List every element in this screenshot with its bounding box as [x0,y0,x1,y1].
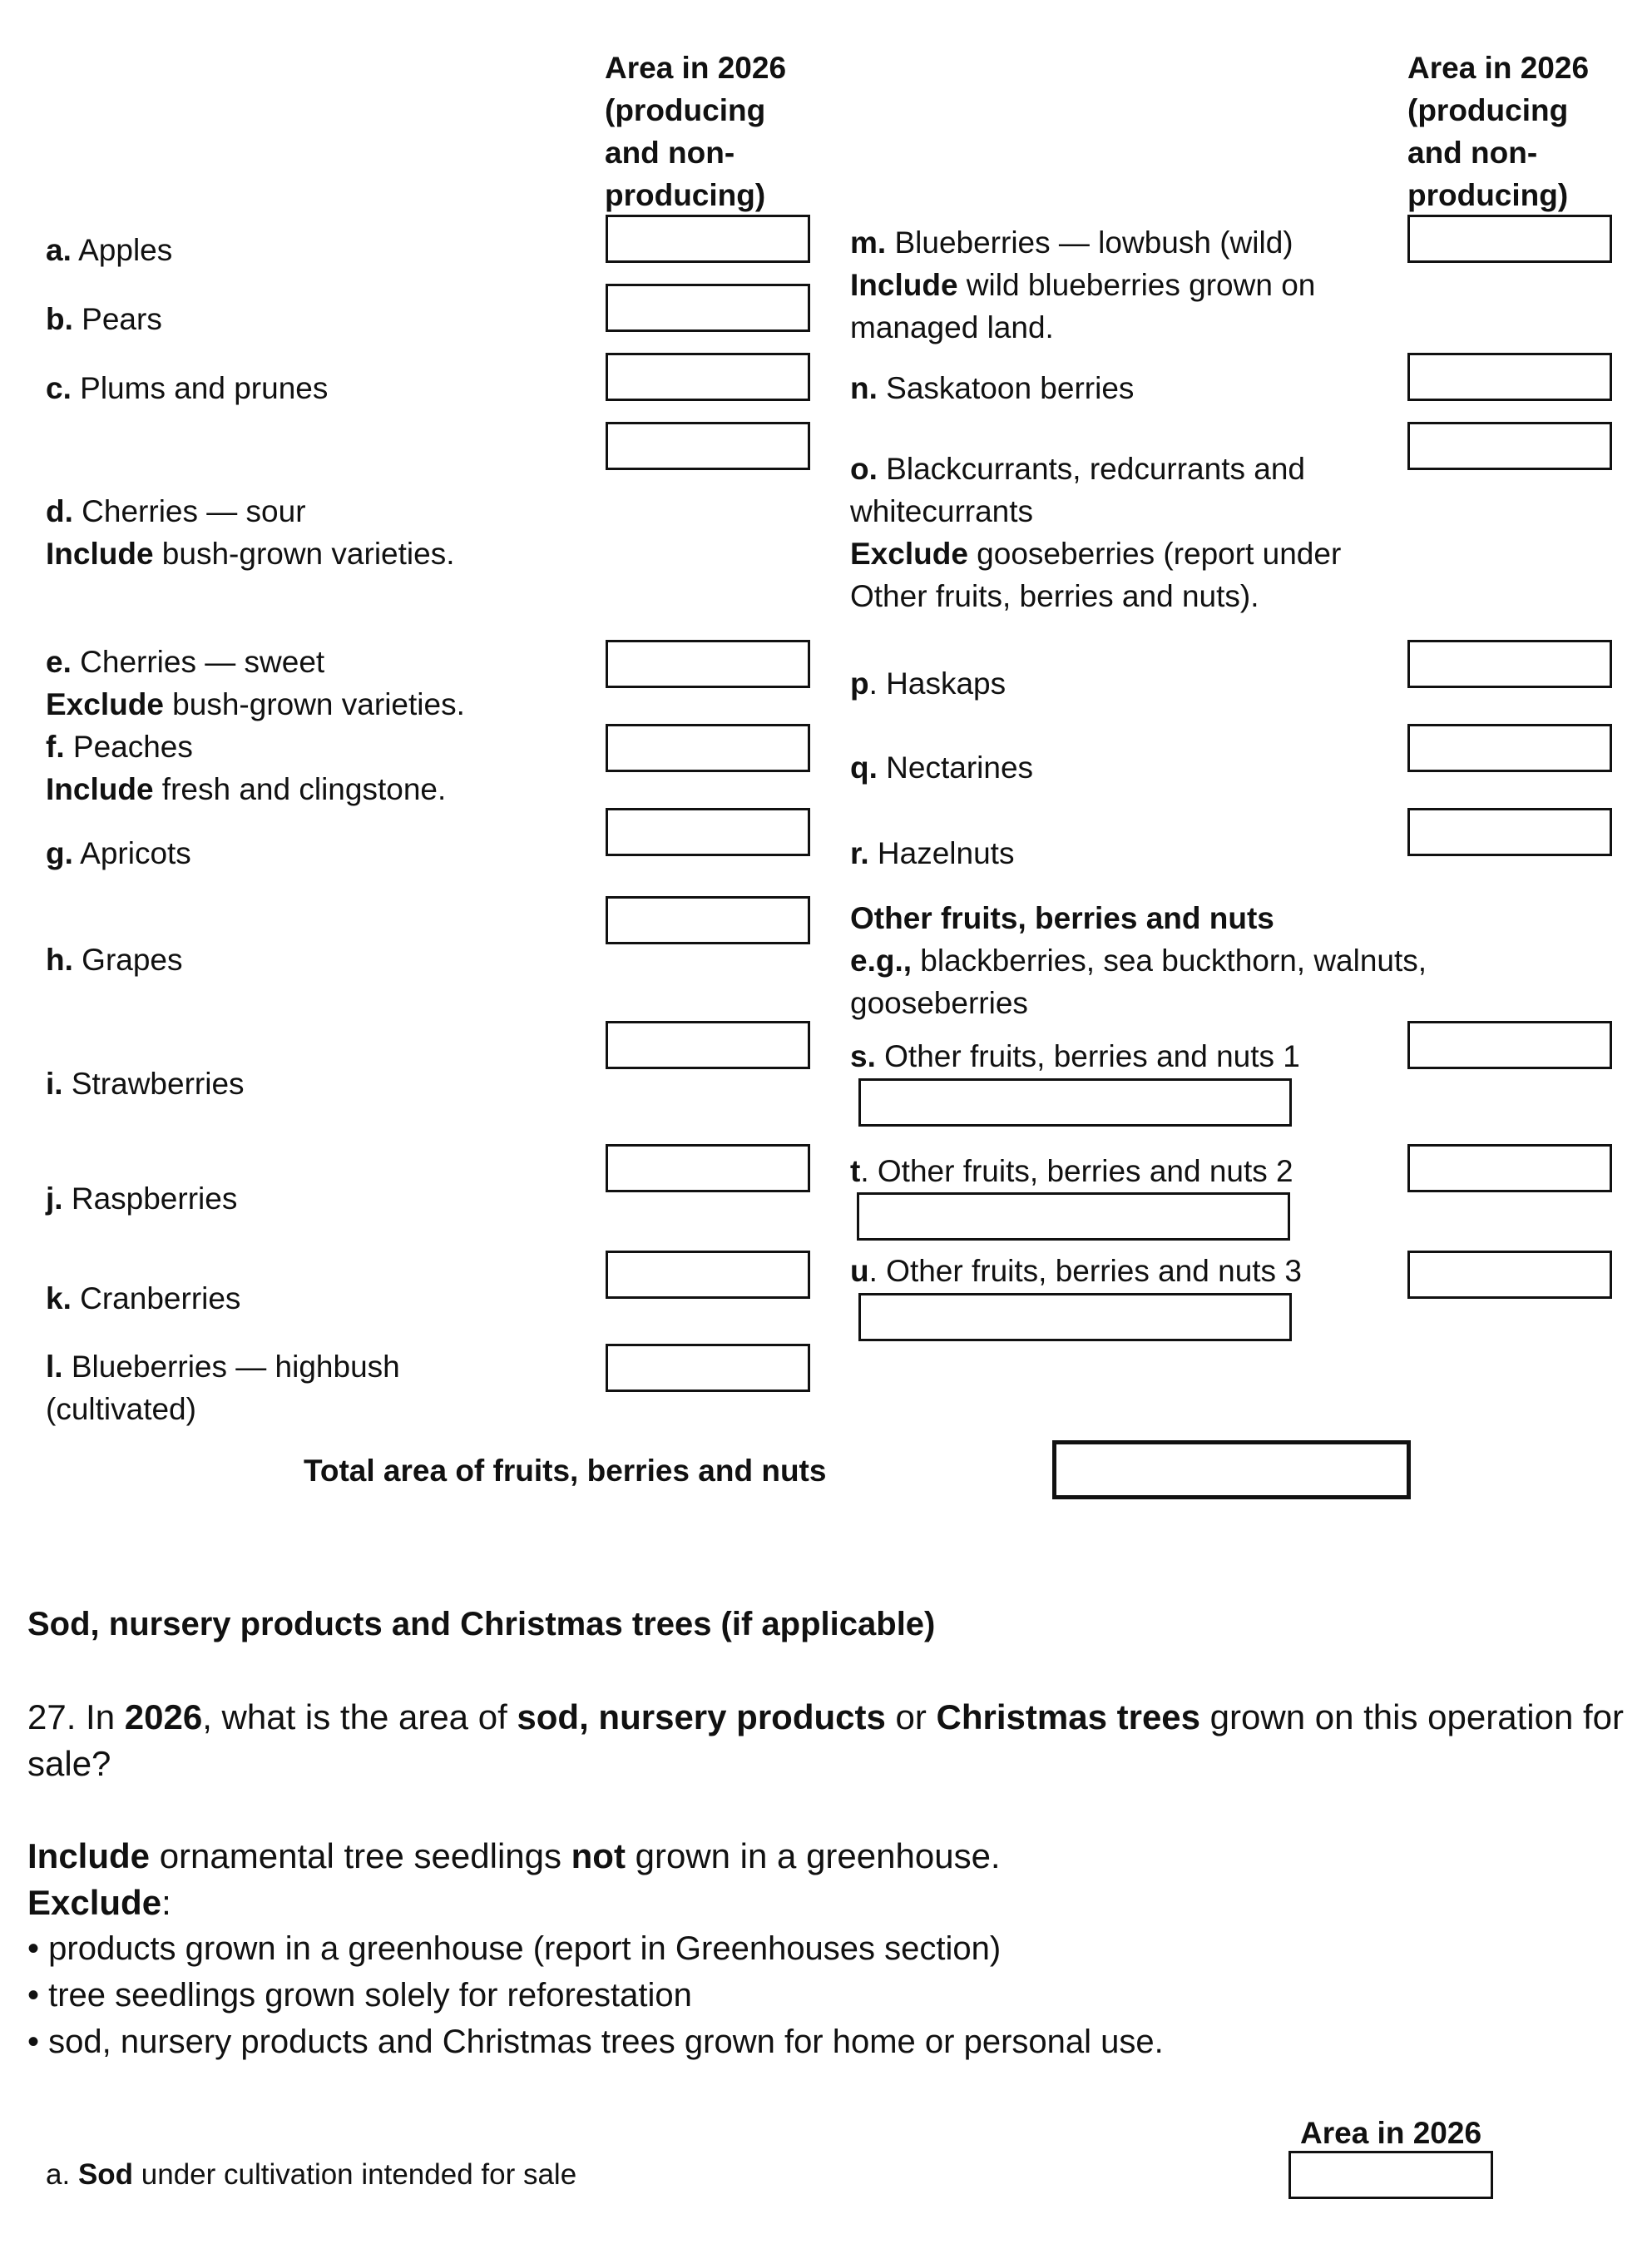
header-line: and non- [1407,136,1538,170]
item-apricots: g. Apricots [46,836,191,870]
blueberries-lowbush-area-input[interactable] [1407,215,1612,263]
exclude-list [27,1925,1164,2065]
item-cherries-sweet: e. Cherries — sweet Exclude bush-grown varieties. [46,645,465,721]
item-saskatoon: n. Saskatoon berries [850,371,1135,405]
haskaps-area-input[interactable] [1407,640,1612,688]
item-cranberries: k. Cranberries [46,1281,241,1315]
item-other-1: s. Other fruits, berries and nuts 1 [850,1039,1300,1073]
list-item: • tree seedlings grown solely for reforestation [27,1972,1164,2019]
other-2-specify-input[interactable] [857,1192,1290,1241]
header-line: Area in 2026 [605,51,787,85]
item-sod: a. Sod under cultivation intended for sale [46,2158,577,2191]
other-3-area-input[interactable] [1407,1251,1612,1299]
strawberries-area-input[interactable] [606,1021,810,1069]
grapes-area-input[interactable] [606,896,810,944]
section-title: Sod, nursery products and Christmas trees (if applicable) [27,1606,936,1642]
currants-area-input[interactable] [1407,422,1612,470]
item-plums: c. Plums and prunes [46,371,329,405]
include-instruction: Include ornamental tree seedlings not grown in a greenhouse. [27,1836,1001,1875]
header-line: producing) [605,178,766,212]
item-currants: o. Blackcurrants, redcurrants and whitecurrants Exclude gooseberries (report under Other fruits, berries and nuts). [850,452,1342,613]
item-nectarines: q. Nectarines [850,750,1034,785]
header-line: and non- [605,136,735,170]
item-other-3: u. Other fruits, berries and nuts 3 [850,1254,1302,1288]
exclude-label: Exclude: [27,1883,171,1922]
item-apples: a. Apples [46,233,173,267]
other-1-specify-input[interactable] [858,1078,1292,1127]
item-pears: b. Pears [46,302,162,336]
item-hazelnuts: r. Hazelnuts [850,836,1015,870]
sod-area-input[interactable] [1288,2151,1493,2199]
nectarines-area-input[interactable] [1407,724,1612,772]
item-haskaps: p. Haskaps [850,666,1007,701]
total-area-input[interactable] [1052,1440,1411,1499]
saskatoon-area-input[interactable] [1407,353,1612,401]
header-line: Area in 2026 [1407,51,1590,85]
sod-area-header: Area in 2026 [1300,2116,1482,2150]
question-27: 27. In 2026, what is the area of sod, nursery products or Christmas trees grown on this operation for sale? [27,1697,1624,1783]
pears-area-input[interactable] [606,284,810,332]
peaches-area-input[interactable] [606,724,810,772]
item-raspberries: j. Raspberries [46,1181,238,1216]
item-blueberries-lowbush: m. Blueberries — lowbush (wild) Include wild blueberries grown on managed land. [850,225,1316,344]
blueberries-highbush-area-input[interactable] [606,1344,810,1392]
raspberries-area-input[interactable] [606,1144,810,1192]
other-1-area-input[interactable] [1407,1021,1612,1069]
right-column-header [1407,47,1589,216]
header-line: producing) [1407,178,1569,212]
other-fruits-heading: Other fruits, berries and nuts e.g., blackberries, sea buckthorn, walnuts, gooseberries [850,901,1427,1020]
header-line: (producing [605,93,766,127]
header-line: (producing [1407,93,1569,127]
apples-area-input[interactable] [606,215,810,263]
other-2-area-input[interactable] [1407,1144,1612,1192]
left-column-header [605,47,786,216]
list-item: • products grown in a greenhouse (report in Greenhouses section) [27,1925,1164,1972]
plums-area-input[interactable] [606,353,810,401]
item-peaches: f. Peaches Include fresh and clingstone. [46,730,447,806]
total-label: Total area of fruits, berries and nuts [304,1454,827,1488]
item-grapes: h. Grapes [46,943,183,977]
cherries-sweet-area-input[interactable] [606,640,810,688]
item-cherries-sour: d. Cherries — sour Include bush-grown varieties. [46,494,455,571]
item-strawberries: i. Strawberries [46,1067,245,1101]
cherries-sour-area-input[interactable] [606,422,810,470]
list-item: • sod, nursery products and Christmas trees grown for home or personal use. [27,2019,1164,2065]
hazelnuts-area-input[interactable] [1407,808,1612,856]
item-blueberries-highbush: l. Blueberries — highbush (cultivated) [46,1350,400,1426]
other-3-specify-input[interactable] [858,1293,1292,1341]
apricots-area-input[interactable] [606,808,810,856]
item-other-2: t. Other fruits, berries and nuts 2 [850,1154,1293,1188]
cranberries-area-input[interactable] [606,1251,810,1299]
